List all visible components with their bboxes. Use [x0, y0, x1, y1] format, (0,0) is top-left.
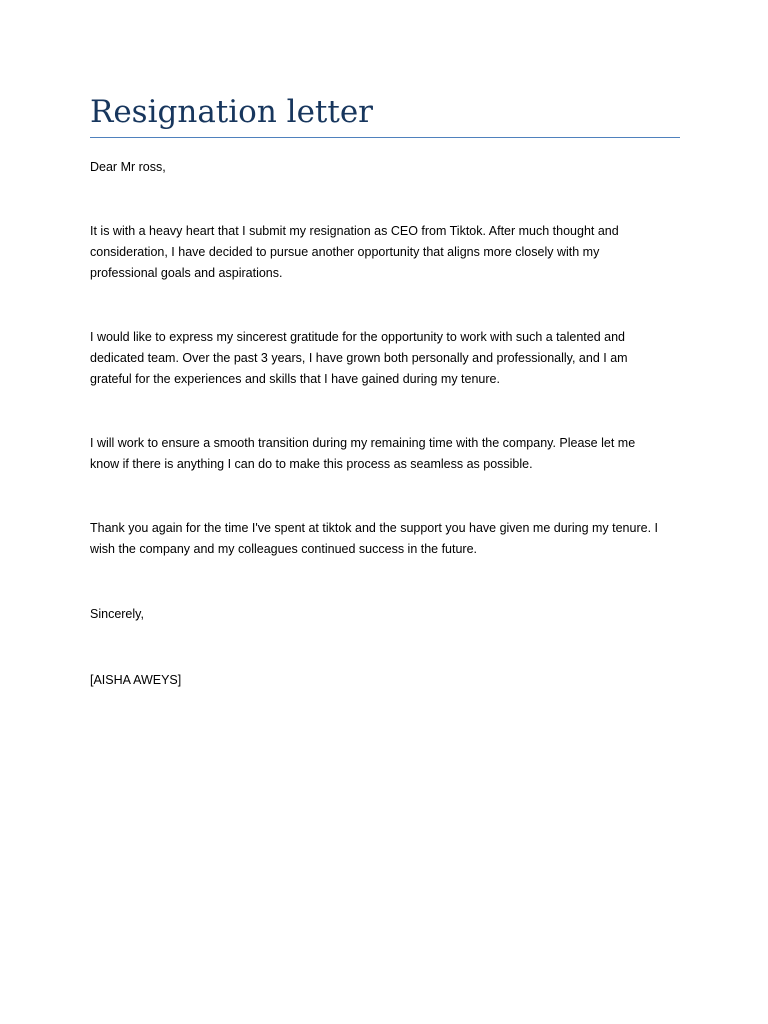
paragraph-4 — [90, 518, 680, 560]
document-title: Resignation letter — [90, 94, 373, 130]
paragraph-1-line-2: consideration, I have decided to pursue another opportunity that aligns more closely with my — [90, 245, 600, 259]
paragraph-3-line-2: know if there is anything I can do to make this process as seamless as possible. — [90, 457, 533, 471]
paragraph-1-line-1: It is with a heavy heart that I submit my resignation as CEO from Tiktok. After much thought and — [90, 224, 619, 238]
salutation: Dear Mr ross, — [90, 160, 166, 174]
paragraph-3 — [90, 433, 680, 475]
paragraph-4-line-2: wish the company and my colleagues continued success in the future. — [90, 542, 478, 556]
closing: Sincerely, — [90, 607, 144, 621]
title-underline — [90, 137, 680, 138]
paragraph-1-line-3: professional goals and aspirations. — [90, 266, 283, 280]
paragraph-2-line-1: I would like to express my sincerest gratitude for the opportunity to work with such a talented and — [90, 330, 625, 344]
paragraph-2 — [90, 327, 680, 390]
paragraph-1 — [90, 221, 680, 284]
signature: [AISHA AWEYS] — [90, 673, 182, 687]
paragraph-2-line-3: grateful for the experiences and skills that I have gained during my tenure. — [90, 372, 500, 386]
paragraph-2-line-2: dedicated team. Over the past 3 years, I have grown both personally and professionally, and I am — [90, 351, 628, 365]
paragraph-4-line-1: Thank you again for the time I've spent at tiktok and the support you have given me during my tenure. I — [90, 521, 658, 535]
paragraph-3-line-1: I will work to ensure a smooth transition during my remaining time with the company. Please let me — [90, 436, 636, 450]
